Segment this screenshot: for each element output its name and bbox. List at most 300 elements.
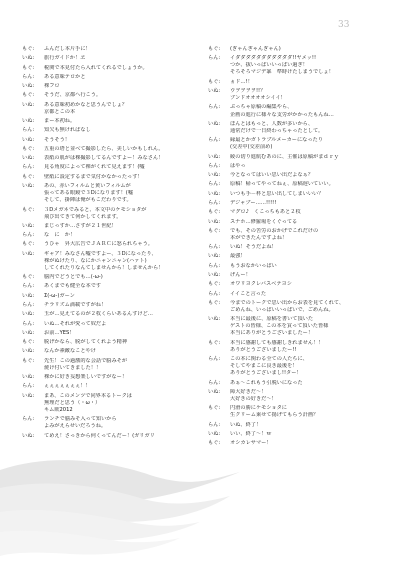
speaker-label: らん: (22, 383, 35, 390)
dialogue-entry (208, 121, 386, 137)
dialogue-entry (22, 251, 202, 274)
dialogue-line (208, 370, 386, 377)
dialogue-entry (22, 274, 202, 283)
dialogue-line (208, 191, 386, 198)
speaker-label: いぬ: (22, 155, 35, 162)
dialogue-entry (208, 253, 386, 262)
dialogue-text: 玉が…見えてるのが２枚くらいあるんすけど… (44, 311, 153, 318)
dialogue-line (22, 321, 202, 328)
dialogue-line (22, 74, 202, 81)
speaker-label: らん: (22, 127, 35, 134)
dialogue-text: でも、その苦労のおかげでこれだけの (230, 227, 319, 234)
dialogue-text: 障大好きだ～！ (230, 388, 267, 395)
speaker-label: もぐ: (208, 339, 221, 346)
speaker-label: いぬ: (22, 118, 35, 125)
speaker-label: らん: (22, 416, 35, 423)
dialogue-line (208, 144, 386, 151)
speaker-label: もぐ: (208, 209, 221, 216)
dialogue-text: いぬ！そうだよね！ (230, 244, 277, 251)
dialogue-text: 円滑の勝にケモショタに (230, 405, 287, 412)
speaker-label: もぐ: (208, 78, 221, 85)
dialogue-text: そしてやまこに良き最後を！ (230, 363, 298, 370)
left-dialogue-column (22, 46, 202, 442)
dialogue-entry (208, 422, 386, 431)
dialogue-entry (208, 316, 386, 339)
speaker-label: もぐ: (208, 281, 221, 288)
speaker-label (208, 363, 230, 370)
dialogue-line (208, 128, 386, 135)
speaker-label (208, 347, 230, 354)
dialogue-line (22, 197, 202, 204)
dialogue-text: ３Dメガネでみると、本文中のケモショタが (44, 206, 147, 213)
dialogue-line (22, 127, 202, 134)
dialogue-text: はやっ (230, 162, 246, 169)
dialogue-line (208, 440, 386, 447)
dialogue-line (22, 283, 202, 290)
dialogue-text: あくまでも健全な本です (44, 283, 102, 290)
dialogue-text: いぬ…それが愛って奴だよ (44, 320, 107, 327)
dialogue-entry (22, 102, 202, 118)
dialogue-text: てめえ！さっきから何くってんだー！(ガリガリ (44, 432, 155, 439)
dialogue-entry (208, 137, 386, 153)
dialogue-text: 原稿！帰ってやってねぇ、原稿遅いていい。 (230, 181, 334, 188)
dialogue-line (22, 311, 202, 318)
dialogue-line (208, 235, 386, 242)
dialogue-line (208, 431, 386, 438)
dialogue-line (208, 219, 386, 226)
dialogue-entry (208, 181, 386, 190)
dialogue-line (22, 365, 202, 372)
speaker-label (208, 144, 230, 151)
speaker-label: もぐ: (22, 339, 35, 346)
speaker-label: いぬ: (208, 316, 221, 323)
dialogue-text: 本当にありがとうございましたー！ (230, 330, 314, 337)
dialogue-text: まあ、このメンツで同界本るトークは (44, 392, 132, 399)
dialogue-line (208, 228, 386, 235)
speaker-label (208, 95, 230, 102)
speaker-label: いぬ: (22, 250, 35, 257)
speaker-label: いぬ: (22, 136, 35, 143)
dialogue-line (22, 190, 202, 197)
dialogue-line (208, 412, 386, 419)
dialogue-entry (208, 244, 386, 253)
dialogue-text: 表紙の肌がは裸撮影してるんですよー！みなさん！ (44, 155, 164, 162)
dialogue-line (208, 281, 386, 288)
speaker-label: らん: (208, 262, 221, 269)
dialogue-text: 張ってある眼鏡で３Dになります！(嘘 (44, 190, 134, 197)
dialogue-line (22, 118, 202, 125)
dialogue-entry (208, 263, 386, 272)
dialogue-text: つか、抜いっぱいいっぱい過ぎ！ (230, 62, 308, 69)
dialogue-text: 脳内でどうとでも…(-ω-) (44, 274, 103, 281)
dialogue-text: あの、赤いフィルムと黄いフィルムが (44, 183, 131, 190)
dialogue-line (208, 396, 386, 403)
speaker-label (208, 396, 230, 403)
speaker-label: もぐ: (22, 64, 35, 71)
dialogue-text: 通常だけで一日終わっちゃったとして。 (230, 127, 324, 134)
speaker-label (22, 197, 44, 204)
dialogue-line (208, 253, 386, 260)
dialogue-entry (22, 146, 202, 155)
dialogue-text: 無理だと思う（・ω・） (44, 399, 101, 406)
dialogue-text: ゲストの皆様、この本を買って頂いた皆様 (230, 323, 329, 330)
dialogue-line (22, 164, 202, 171)
dialogue-line (22, 423, 202, 430)
dialogue-line (208, 307, 386, 314)
dialogue-line (208, 363, 386, 370)
speaker-label (22, 258, 44, 265)
dialogue-line (208, 88, 386, 95)
dialogue-line (22, 348, 202, 355)
dialogue-text: そろそろマジデ暴 準時けたしまうでしょ！ (230, 69, 334, 76)
dialogue-entry (208, 281, 386, 290)
dialogue-text: まじっすか…さすが２１世紀！ (44, 222, 117, 229)
dialogue-line (208, 389, 386, 396)
dialogue-line (208, 121, 386, 128)
dialogue-entry (22, 416, 202, 432)
dialogue-entry (22, 65, 202, 74)
speaker-label: もぐ: (208, 46, 221, 52)
dialogue-text: Σ(-ω-)ガーン (44, 292, 75, 299)
dialogue-entry (22, 46, 202, 55)
speaker-label: らん: (208, 244, 221, 251)
speaker-label: いぬ: (208, 172, 221, 179)
dialogue-line (208, 323, 386, 330)
dialogue-text: ヵド…!！ (230, 78, 253, 85)
dialogue-text: 大好きの好きだ～！ (230, 395, 277, 402)
dialogue-entry (22, 433, 202, 442)
speaker-label (22, 265, 44, 272)
speaker-label: いぬ: (22, 348, 35, 355)
dialogue-entry (22, 207, 202, 223)
dialogue-text: オワリヨクレバスベテヨシ (230, 281, 292, 288)
speaker-label: いぬ: (208, 88, 221, 95)
speaker-label (208, 330, 230, 337)
dialogue-line (208, 112, 386, 119)
speaker-label (22, 214, 44, 221)
dialogue-text: 縁最とかガトラブルメーカーになったり (230, 137, 323, 144)
dialogue-line (208, 272, 386, 279)
speaker-label: もぐ: (208, 440, 221, 447)
dialogue-line (22, 393, 202, 400)
speaker-label: いぬ: (208, 218, 221, 225)
speaker-label (22, 423, 44, 430)
dialogue-line (22, 146, 202, 153)
dialogue-line (22, 183, 202, 190)
dialogue-text: (ぎゃんぎゃんぎゃん) (230, 46, 281, 52)
speaker-label (22, 400, 44, 407)
dialogue-text: ありがとうございまし!!ター！ (230, 370, 302, 377)
dialogue-text: 先生！この過激的な会話で脳みそが (44, 357, 128, 364)
dialogue-entry (208, 55, 386, 78)
dialogue-text: 旅行ガイドか！ヱ (44, 55, 86, 62)
speaker-label (208, 69, 230, 76)
dialogue-text: ブンドオオオオシイイ！ (230, 95, 286, 102)
dialogue-entry (208, 172, 386, 181)
speaker-label: らん: (208, 290, 221, 297)
dialogue-line (208, 181, 386, 188)
dialogue-entry (22, 74, 202, 83)
speaker-label: らん: (22, 164, 35, 171)
dialogue-line (208, 330, 386, 337)
dialogue-text: なんか素敵なことやけ (44, 348, 96, 355)
dialogue-text: げんー！ (230, 272, 251, 278)
dialogue-line (208, 154, 386, 161)
dialogue-text: 見る角度によって裸がくれて見えます！(嘘 (44, 164, 145, 171)
dialogue-text: そうそう！ (44, 136, 70, 143)
speaker-label (22, 407, 44, 414)
dialogue-line (22, 55, 202, 62)
dialogue-line (208, 244, 386, 251)
speaker-label: もぐ: (208, 405, 221, 412)
speaker-label: らん: (208, 199, 221, 206)
dialogue-line (22, 137, 202, 144)
dialogue-entry (22, 83, 202, 92)
dialogue-text: 今までのトークで思い出からお表を見てくれて、 (230, 299, 345, 306)
dialogue-entry (22, 330, 202, 339)
speaker-label: らん: (208, 137, 221, 144)
dialogue-line (208, 95, 386, 102)
speaker-label: いぬ: (22, 222, 35, 229)
dialogue-line (22, 251, 202, 258)
dialogue-line (22, 339, 202, 346)
speaker-label: らん: (22, 73, 35, 80)
dialogue-text: いぬ、終了！ (230, 421, 262, 428)
dialogue-entry (22, 302, 202, 311)
dialogue-line (208, 55, 386, 62)
dialogue-text: キム欧2012 (44, 406, 73, 413)
dialogue-text: いい、終了～！ｗ (230, 430, 272, 437)
right-dialogue-column (208, 46, 386, 449)
dialogue-entry (208, 340, 386, 356)
speaker-label (208, 112, 230, 119)
dialogue-entry (208, 380, 386, 389)
dialogue-line (22, 155, 202, 162)
dialogue-text: よみがえらせいだろうね。 (44, 423, 107, 430)
dialogue-entry (22, 283, 202, 292)
dialogue-entry (208, 46, 386, 55)
dialogue-line (208, 405, 386, 412)
speaker-label: いぬ: (208, 190, 221, 197)
dialogue-text: ごめんね、いっぱいいっぱいで、ごめんね。 (230, 306, 334, 313)
dialogue-line (22, 109, 202, 116)
brush-stroke-decoration (0, 430, 400, 570)
dialogue-text: ありがとうございましたー!! (230, 346, 297, 353)
dialogue-line (208, 347, 386, 354)
dialogue-entry (208, 79, 386, 88)
dialogue-line (22, 232, 202, 239)
dialogue-line (208, 316, 386, 323)
dialogue-text: あぁ～これもう引脱いになった (230, 379, 303, 386)
dialogue-text: ほんとはもっと、人数が多いから、 (230, 120, 314, 127)
dialogue-line (22, 400, 202, 407)
speaker-label (22, 365, 44, 372)
dialogue-text: 焼け付いてきました！！ (44, 364, 102, 371)
dialogue-line (22, 374, 202, 381)
dialogue-text: ある意味テロかと (44, 73, 86, 80)
dialogue-text: 五重の塔と並べて撮影したら、美しいかもしれん。 (44, 145, 164, 152)
dialogue-line (22, 241, 202, 248)
dialogue-text: 京都とこの本 (44, 108, 76, 115)
speaker-label: いぬ: (208, 153, 221, 160)
speaker-label: らん: (22, 302, 35, 309)
speaker-label: もぐ: (22, 92, 35, 99)
speaker-label: らん: (208, 162, 221, 169)
dialogue-text: 裸がぬけたり、なにかニャンニャン(ハァト) (44, 257, 147, 264)
dialogue-line (22, 274, 202, 281)
speaker-label: いぬ: (208, 272, 221, 278)
dialogue-text: ランチで脳みそ入って知いから (44, 416, 117, 423)
dialogue-entry (208, 291, 386, 300)
dialogue-line (208, 79, 386, 86)
dialogue-line (22, 258, 202, 265)
dialogue-entry (22, 393, 202, 416)
dialogue-text: この本に関わる全ての人たちに、 (230, 356, 308, 363)
dialogue-entry (208, 431, 386, 440)
dialogue-entry (22, 183, 202, 206)
dialogue-entry (22, 164, 202, 173)
dialogue-line (22, 416, 202, 423)
dialogue-text: 最強！ (230, 253, 246, 260)
dialogue-line (208, 209, 386, 216)
speaker-label: いぬ: (208, 120, 221, 127)
dialogue-line (22, 407, 202, 414)
dialogue-text: イダダダダダダダダダダダ!!ヤメッ!! (230, 55, 317, 62)
speaker-label: いぬ: (22, 101, 35, 108)
speaker-label: もぐ: (22, 145, 35, 152)
dialogue-line (22, 65, 202, 72)
dialogue-line (208, 422, 386, 429)
dialogue-line (208, 69, 386, 76)
speaker-label: もぐ: (22, 357, 35, 364)
speaker-label: もぐ: (208, 299, 221, 306)
dialogue-entry (208, 405, 386, 421)
dialogue-entry (22, 232, 202, 241)
speaker-label: らん: (208, 55, 221, 62)
dialogue-entry (22, 155, 202, 164)
speaker-label: らん: (208, 356, 221, 363)
dialogue-line (22, 214, 202, 221)
dialogue-text: 本当に感謝しても感謝しきれません！！ (230, 339, 324, 346)
dialogue-text: 企画の進行に様々な支労がかかったもんね… (230, 111, 334, 118)
dialogue-text: スナホ…修羅場をくぐってる (230, 218, 298, 225)
dialogue-text: 本当に最後に、原稿を書いて頂いた (230, 316, 314, 323)
dialogue-text: デジャブー……!!!!! (230, 199, 277, 206)
speaker-label (22, 190, 44, 197)
dialogue-line (208, 200, 386, 207)
speaker-label: もぐ: (22, 46, 35, 52)
dialogue-line (208, 137, 386, 144)
dialogue-entry (208, 356, 386, 379)
dialogue-text: 壁紙に設定するまで気付かなかったっす！ (44, 173, 143, 180)
speaker-label (208, 370, 230, 377)
speaker-label: もぐ: (22, 173, 35, 180)
dialogue-text: な に か！ (44, 232, 76, 239)
dialogue-entry (208, 300, 386, 316)
speaker-label (22, 109, 44, 116)
dialogue-entry (22, 358, 202, 374)
dialogue-text: もうおなかいっぱい (230, 262, 277, 269)
speaker-label: いぬ: (208, 253, 221, 260)
dialogue-line (22, 330, 202, 337)
dialogue-line (208, 263, 386, 270)
dialogue-text: お前…YES！ (44, 329, 75, 336)
dialogue-text: そうだ、京都へ行こう。 (44, 92, 102, 99)
speaker-label: いぬ: (22, 392, 35, 399)
dialogue-text: そして、掛陣は俺がもこだわりです。 (44, 197, 132, 204)
speaker-label: いぬ: (22, 311, 35, 318)
dialogue-entry (22, 311, 202, 320)
dialogue-entry (22, 127, 202, 136)
speaker-label: いぬ: (22, 329, 35, 336)
dialogue-text: ぇぇぇぇぇぇぇ！！ (44, 383, 91, 390)
dialogue-line (208, 163, 386, 170)
dialogue-text: 裸フロ (44, 83, 60, 90)
dialogue-entry (208, 389, 386, 405)
dialogue-line (22, 174, 202, 181)
dialogue-text: 裸かに好き妄想楽しいですがなー！ (44, 374, 128, 381)
speaker-label: もぐ: (22, 241, 35, 248)
dialogue-text: うひゃ 昇大広告でＪＡＲＣに怒られちゃう。 (44, 241, 153, 248)
dialogue-entry (208, 219, 386, 228)
dialogue-text: ギャア！みなさん嘘ですよー、３Dになったり、 (44, 250, 157, 257)
dialogue-entry (208, 191, 386, 200)
dialogue-line (208, 104, 386, 111)
page-number: 33 (338, 20, 350, 30)
dialogue-text: (交差中(交差前め) (230, 144, 273, 151)
dialogue-text: ふんだし本片手に！ (44, 46, 91, 52)
dialogue-entry (22, 223, 202, 232)
dialogue-text: 知欠も無ければなし (44, 127, 91, 134)
dialogue-text: オシカレサマー！ (230, 440, 272, 447)
dialogue-text: ある意味初めかなと思うんでしょ？ (44, 101, 128, 108)
dialogue-entry (22, 383, 202, 392)
speaker-label: らん: (22, 283, 35, 290)
dialogue-text: 生クリーム乗せて揚げてもらう計画？ (230, 412, 319, 419)
speaker-label: いぬ: (22, 55, 35, 62)
dialogue-text: 綾の切り進航むあのに、主催は原稿がまｄｒｙ (230, 153, 339, 160)
dialogue-line (208, 291, 386, 298)
speaker-label (208, 412, 230, 419)
dialogue-line (22, 265, 202, 272)
speaker-label (208, 235, 230, 242)
speaker-label (208, 307, 230, 314)
speaker-label: もぐ: (22, 274, 35, 281)
dialogue-line (22, 102, 202, 109)
dialogue-line (22, 83, 202, 90)
dialogue-line (22, 433, 202, 440)
dialogue-line (22, 223, 202, 230)
dialogue-entry (208, 200, 386, 209)
dialogue-line (22, 383, 202, 390)
dialogue-line (22, 293, 202, 300)
dialogue-line (208, 172, 386, 179)
speaker-label: いぬ: (22, 432, 35, 439)
dialogue-line (208, 46, 386, 53)
speaker-label: らん: (208, 421, 221, 428)
dialogue-entry (22, 348, 202, 357)
dialogue-entry (22, 321, 202, 330)
dialogue-entry (208, 209, 386, 218)
speaker-label: らん: (22, 320, 35, 327)
speaker-label: いぬ: (208, 430, 221, 437)
dialogue-text: 税関で本見付たら入れてくれるでしょうか。 (44, 64, 148, 71)
dialogue-entry (22, 293, 202, 302)
speaker-label: いぬ: (22, 292, 35, 299)
dialogue-line (208, 340, 386, 347)
dialogue-line (22, 358, 202, 365)
dialogue-line (22, 92, 202, 99)
